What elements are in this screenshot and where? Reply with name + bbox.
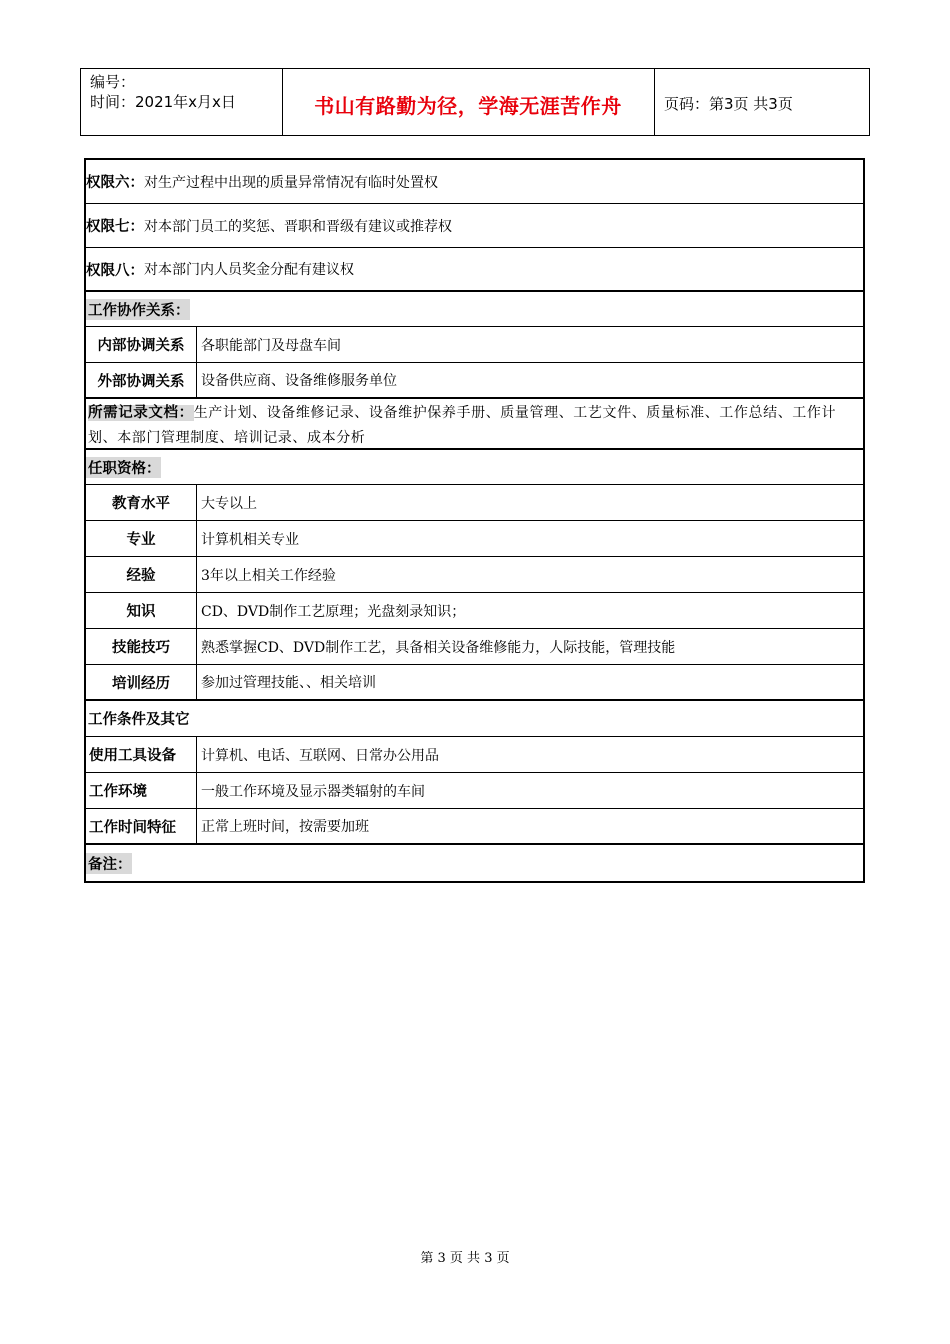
- records-row: [86, 399, 863, 450]
- row-value: 3年以上相关工作经验: [201, 567, 336, 584]
- row-label: 教育水平: [86, 485, 197, 520]
- permission-label: 权限六：: [86, 175, 144, 191]
- row-label: 外部协调关系: [86, 363, 197, 397]
- row-value: 计算机相关专业: [201, 531, 299, 548]
- condition-row: [86, 773, 863, 809]
- section-title: 任职资格：: [86, 457, 161, 478]
- permission-text: 对本部门内人员奖金分配有建议权: [144, 262, 354, 278]
- row-label: 经验: [86, 557, 197, 592]
- records-text: 生产计划、设备维修记录、设备维护保养手册、质量管理、工艺文件、质量标准、工作总结、工作计划、本部门管理制度、培训记录、成本分析: [88, 405, 837, 446]
- row-value: 设备供应商、设备维修服务单位: [201, 373, 397, 389]
- row-label: 知识: [86, 593, 197, 628]
- row-value: 正常上班时间，按需要加班: [201, 819, 369, 835]
- row-value: 计算机、电话、互联网、日常办公用品: [201, 747, 439, 764]
- permission-label: 权限七：: [86, 219, 144, 235]
- row-value: 各职能部门及母盘车间: [201, 337, 341, 354]
- section-title: 工作协作关系：: [86, 299, 190, 320]
- header-bottom-rule: [80, 135, 870, 136]
- document-time: 时间：2021年x月x日: [90, 93, 236, 111]
- header-page-info: 页码：第3页 共3页: [664, 95, 793, 113]
- permission-text: 对生产过程中出现的质量异常情况有临时处置权: [144, 174, 438, 191]
- qualification-row: [86, 557, 863, 593]
- permission-row: [86, 248, 863, 292]
- row-label: 内部协调关系: [86, 327, 197, 362]
- records-label: 所需记录文档：: [88, 405, 194, 421]
- section-header-qualifications: [86, 450, 863, 485]
- condition-row: [86, 737, 863, 773]
- qualification-row: [86, 521, 863, 557]
- qualification-row: [86, 629, 863, 665]
- section-header-cooperation: [86, 292, 863, 327]
- row-label: 技能技巧: [86, 629, 197, 664]
- remarks-label: 备注：: [86, 853, 132, 874]
- section-title: 工作条件及其它: [88, 712, 190, 728]
- header-top-rule: [80, 68, 870, 69]
- condition-row: [86, 809, 863, 845]
- qualification-row: [86, 593, 863, 629]
- records-content: [86, 399, 863, 451]
- permission-row: [86, 160, 863, 204]
- row-label: 培训经历: [86, 665, 197, 699]
- footer-page-number: 第 3 页 共 3 页: [420, 1251, 510, 1266]
- permission-row: [86, 204, 863, 248]
- permission-label: 权限八：: [86, 262, 144, 279]
- row-value: 一般工作环境及显示器类辐射的车间: [201, 783, 425, 800]
- row-label: 工作环境: [86, 773, 197, 808]
- header-divider: [80, 68, 81, 135]
- qualification-row: [86, 485, 863, 521]
- header-motto: 书山有路勤为径，学海无涯苦作舟: [314, 94, 622, 118]
- row-label: 工作时间特征: [86, 809, 197, 843]
- row-value: 熟悉掌握CD、DVD制作工艺，具备相关设备维修能力，人际技能，管理技能: [201, 639, 676, 656]
- external-coordination-row: [86, 363, 863, 399]
- qualification-row: [86, 665, 863, 701]
- header-meta: [90, 72, 236, 112]
- page-footer: [0, 1247, 950, 1266]
- row-label: 使用工具设备: [86, 737, 197, 772]
- row-label: 专业: [86, 521, 197, 556]
- job-description-table: [84, 158, 865, 883]
- section-header-conditions: [86, 701, 863, 737]
- header-divider: [654, 68, 655, 135]
- row-value: 参加过管理技能、、相关培训: [201, 675, 376, 691]
- permission-text: 对本部门员工的奖惩、晋职和晋级有建议或推荐权: [144, 218, 452, 235]
- row-value: 大专以上: [201, 495, 257, 512]
- remarks-row: [86, 845, 863, 881]
- header-divider: [869, 68, 870, 135]
- internal-coordination-row: [86, 327, 863, 363]
- row-value: CD、DVD制作工艺原理；光盘刻录知识；: [201, 603, 466, 620]
- document-number-label: 编号：: [90, 73, 136, 91]
